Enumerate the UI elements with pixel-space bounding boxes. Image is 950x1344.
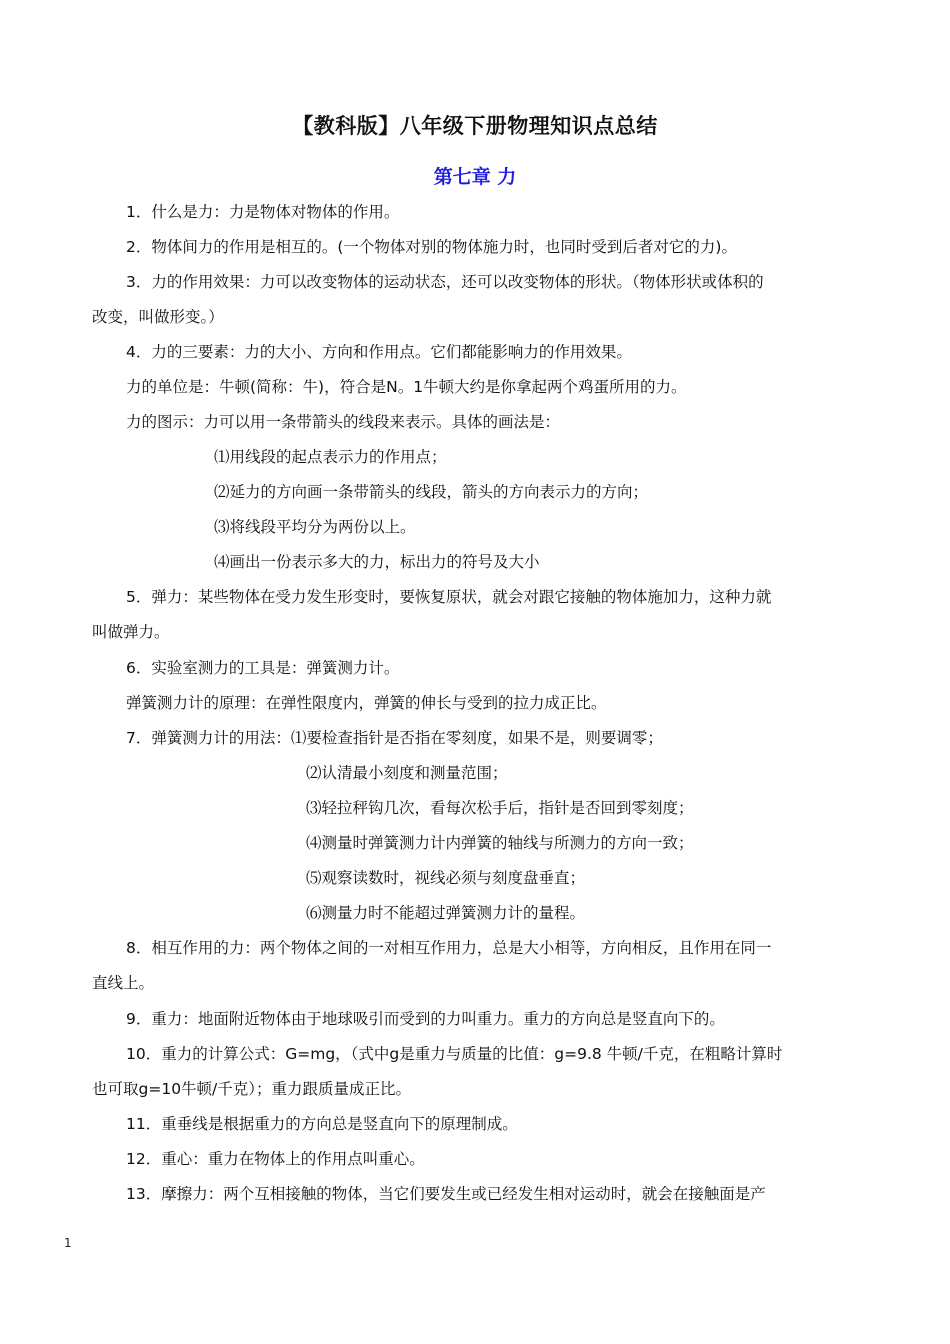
text-line: 8．相互作用的力：两个物体之间的一对相互作用力，总是大小相等，方向相反，且作用在同一 <box>126 939 772 957</box>
text-line: ⑴用线段的起点表示力的作用点； <box>214 448 447 466</box>
text-line: 叫做弹力。 <box>92 623 170 641</box>
text-line: 6．实验室测力的工具是：弹簧测力计。 <box>126 659 400 677</box>
text-line: 2．物体间力的作用是相互的。(一个物体对别的物体施力时，也同时受到后者对它的力)。 <box>126 238 737 256</box>
text-line: ⑶轻拉秤钩几次，看每次松手后，指针是否回到零刻度； <box>306 799 694 817</box>
text-line: 5．弹力：某些物体在受力发生形变时，要恢复原状，就会对跟它接触的物体施加力，这种力就 <box>126 588 772 606</box>
text-line: 力的单位是：牛顿(简称：牛)，符合是N。1牛顿大约是你拿起两个鸡蛋所用的力。 <box>126 378 687 396</box>
text-line: ⑶将线段平均分为两份以上。 <box>214 518 416 536</box>
text-line: 也可取g=10牛顿/千克）；重力跟质量成正比。 <box>92 1080 412 1098</box>
text-line: ⑷测量时弹簧测力计内弹簧的轴线与所测力的方向一致； <box>306 834 694 852</box>
text-line: 3．力的作用效果：力可以改变物体的运动状态，还可以改变物体的形状。（物体形状或体积的 <box>126 273 764 291</box>
text-line: 1．什么是力：力是物体对物体的作用。 <box>126 203 400 221</box>
text-line: 力的图示：力可以用一条带箭头的线段来表示。具体的画法是： <box>126 413 561 431</box>
text-line: ⑵延力的方向画一条带箭头的线段，箭头的方向表示力的方向； <box>214 483 649 501</box>
text-line: 11．重垂线是根据重力的方向总是竖直向下的原理制成。 <box>126 1115 518 1133</box>
text-line: 7．弹簧测力计的用法：⑴要检查指针是否指在零刻度，如果不是，则要调零； <box>126 729 663 747</box>
page-number: 1 <box>64 1236 72 1250</box>
text-line: 直线上。 <box>92 974 155 992</box>
text-line: ⑸观察读数时，视线必须与刻度盘垂直； <box>306 869 586 887</box>
document-title: 【教科版】八年级下册物理知识点总结 <box>292 114 658 138</box>
text-line: 9．重力：地面附近物体由于地球吸引而受到的力叫重力。重力的方向总是竖直向下的。 <box>126 1010 725 1028</box>
text-line: 4．力的三要素：力的大小、方向和作用点。它们都能影响力的作用效果。 <box>126 343 632 361</box>
text-line: ⑷画出一份表示多大的力，标出力的符号及大小 <box>214 553 540 571</box>
text-line: 13．摩擦力：两个互相接触的物体，当它们要发生或已经发生相对运动时，就会在接触面是产 <box>126 1185 766 1203</box>
chapter-heading: 第七章 力 <box>433 166 517 188</box>
text-line: 改变，叫做形变。） <box>92 308 224 326</box>
text-line: 12．重心：重力在物体上的作用点叫重心。 <box>126 1150 425 1168</box>
text-line: ⑹测量力时不能超过弹簧测力计的量程。 <box>306 904 586 922</box>
text-line: 10．重力的计算公式：G=mg，（式中g是重力与质量的比值：g=9.8 牛顿/千克，在粗略计算时 <box>126 1045 783 1063</box>
text-line: ⑵认清最小刻度和测量范围； <box>306 764 508 782</box>
text-line: 弹簧测力计的原理：在弹性限度内，弹簧的伸长与受到的拉力成正比。 <box>126 694 607 712</box>
